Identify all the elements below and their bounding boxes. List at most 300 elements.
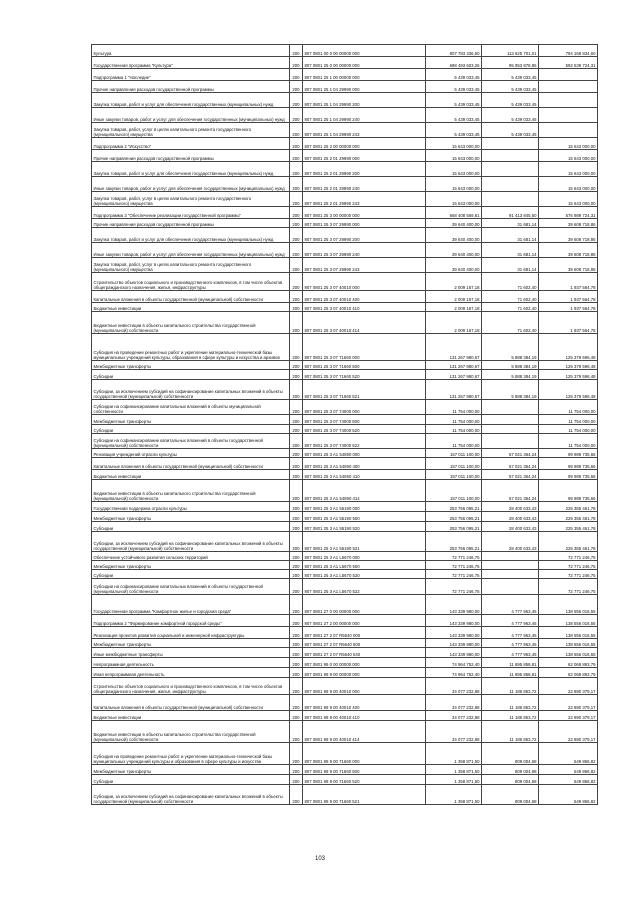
- table-row: [92, 192, 598, 207]
- table-row: [92, 207, 598, 219]
- cell-line-code: 200: [290, 522, 303, 532]
- table-row: [92, 228, 598, 243]
- cell-approved-amount: 157 011 100,00: [426, 470, 482, 480]
- cell-expense-name: Государственная поддержка отрасли культуры: [92, 502, 290, 512]
- cell-approved-amount: 2 009 167,18: [426, 291, 482, 303]
- cell-classification-code: 807 0801 25 3 A1 55190 521: [303, 532, 426, 552]
- cell-line-code: 200: [290, 512, 303, 522]
- cell-approved-amount: 72 771 246,75: [426, 570, 482, 579]
- cell-expense-name: Непрограммная деятельность: [92, 658, 290, 668]
- table-row: [92, 648, 598, 658]
- table-row: [92, 512, 598, 522]
- cell-classification-code: 807 0801 00 0 00 00000 000: [303, 45, 426, 57]
- cell-approved-amount: 2 009 167,18: [426, 273, 482, 291]
- table-row: [92, 380, 598, 400]
- table-row: [92, 150, 598, 162]
- cell-executed-amount: 31 681,14: [482, 219, 539, 228]
- cell-executed-amount: 809 004,68: [482, 765, 539, 775]
- table-row: [92, 678, 598, 695]
- cell-unexecuted-amount: 138 556 016,55: [539, 648, 598, 658]
- cell-executed-amount: 5 888 384,19: [482, 370, 539, 380]
- cell-executed-amount: 5 439 033,45: [482, 108, 539, 123]
- cell-line-code: 200: [290, 425, 303, 434]
- cell-line-code: 200: [290, 721, 303, 743]
- cell-approved-amount: 5 439 033,45: [426, 69, 482, 81]
- cell-expense-name: Закупка товаров, работ и услуг для обеспечения государственных (муниципальных) нужд: [92, 93, 290, 108]
- cell-executed-amount: [482, 138, 539, 150]
- cell-approved-amount: 72 771 246,75: [426, 552, 482, 561]
- cell-executed-amount: 57 021 364,24: [482, 480, 539, 502]
- cell-classification-code: 807 0801 25 3 07 29990 243: [303, 258, 426, 273]
- cell-classification-code: 807 0801 99 9 00 00000 000: [303, 668, 426, 678]
- cell-expense-name: Межбюджетные трансферты: [92, 415, 290, 425]
- cell-line-code: 200: [290, 228, 303, 243]
- cell-expense-name: Субсидии на софинансирование капитальных вложений в объекты государственной (муниципальной) собственности: [92, 434, 290, 449]
- cell-approved-amount: 72 771 246,75: [426, 579, 482, 595]
- cell-expense-name: Бюджетные инвестиции: [92, 470, 290, 480]
- cell-expense-name: Субсидии: [92, 570, 290, 579]
- cell-classification-code: 807 0801 25 3 07 74000 520: [303, 425, 426, 434]
- table-row: [92, 334, 598, 361]
- cell-unexecuted-amount: [539, 123, 598, 138]
- cell-approved-amount: 15 643 000,00: [426, 138, 482, 150]
- cell-unexecuted-amount: 549 866,82: [539, 743, 598, 765]
- cell-unexecuted-amount: 15 643 000,00: [539, 150, 598, 162]
- cell-expense-name: Межбюджетные трансферты: [92, 361, 290, 370]
- cell-executed-amount: 28 400 633,43: [482, 512, 539, 522]
- cell-line-code: 200: [290, 668, 303, 678]
- cell-expense-name: Строительство объектов социального и производственного комплексов, в том числе объектов общегражданского назначения, жилья, инфраструктуры: [92, 678, 290, 695]
- cell-executed-amount: 4 777 963,45: [482, 639, 539, 648]
- cell-unexecuted-amount: 125 379 596,48: [539, 334, 598, 361]
- cell-classification-code: 807 0801 25 3 A1 L5670 522: [303, 579, 426, 595]
- cell-unexecuted-amount: 99 989 735,66: [539, 480, 598, 502]
- cell-unexecuted-amount: 22 890 379,17: [539, 711, 598, 721]
- table-row: [92, 785, 598, 805]
- cell-executed-amount: 809 004,68: [482, 785, 539, 805]
- cell-executed-amount: 809 004,68: [482, 743, 539, 765]
- cell-approved-amount: 143 339 980,00: [426, 639, 482, 648]
- cell-approved-amount: 131 267 980,67: [426, 361, 482, 370]
- cell-expense-name: Субсидии: [92, 522, 290, 532]
- cell-approved-amount: 668 408 569,81: [426, 207, 482, 219]
- cell-executed-amount: 91 413 845,50: [482, 207, 539, 219]
- cell-executed-amount: [482, 425, 539, 434]
- table-row: [92, 502, 598, 512]
- cell-expense-name: Иные межбюджетные трансферты: [92, 648, 290, 658]
- table-row: [92, 552, 598, 561]
- cell-line-code: 200: [290, 123, 303, 138]
- table-row: [92, 415, 598, 425]
- cell-classification-code: 807 0801 25 2 01 29990 000: [303, 150, 426, 162]
- cell-expense-name: Закупка товаров, работ, услуг в целях капитального ремонта государственного (муниципального) имущества: [92, 123, 290, 138]
- cell-approved-amount: 1 358 871,50: [426, 785, 482, 805]
- cell-classification-code: 807 0801 25 1 00 00000 000: [303, 69, 426, 81]
- table-row: [92, 93, 598, 108]
- cell-approved-amount: 39 640 400,00: [426, 258, 482, 273]
- cell-executed-amount: 11 186 853,72: [482, 711, 539, 721]
- cell-unexecuted-amount: 39 608 718,86: [539, 219, 598, 228]
- cell-expense-name: Субсидия на проведение ремонтных работ и укрепление материально-технической базы муниципальных учреждений культуры и образования в сфере культуры и искусства: [92, 743, 290, 765]
- cell-expense-name: Подпрограмма 1 "Наследие": [92, 69, 290, 81]
- cell-unexecuted-amount: 138 556 016,55: [539, 639, 598, 648]
- cell-expense-name: Закупка товаров, работ и услуг для обеспечения государственных (муниципальных) нужд: [92, 228, 290, 243]
- cell-unexecuted-amount: 72 771 246,75: [539, 561, 598, 570]
- table-row: [92, 138, 598, 150]
- cell-executed-amount: 57 021 364,24: [482, 470, 539, 480]
- cell-executed-amount: [482, 150, 539, 162]
- cell-expense-name: Межбюджетные трансферты: [92, 512, 290, 522]
- cell-expense-name: Бюджетные инвестиции в объекты капитального строительства государственной (муниципальной) собственности: [92, 721, 290, 743]
- cell-unexecuted-amount: 225 355 461,78: [539, 502, 598, 512]
- cell-unexecuted-amount: 11 754 000,00: [539, 434, 598, 449]
- cell-unexecuted-amount: [539, 81, 598, 93]
- cell-unexecuted-amount: 11 754 000,00: [539, 400, 598, 415]
- cell-unexecuted-amount: 99 989 735,66: [539, 449, 598, 458]
- cell-unexecuted-amount: 225 355 461,78: [539, 522, 598, 532]
- cell-approved-amount: 74 964 752,40: [426, 658, 482, 668]
- cell-line-code: 200: [290, 561, 303, 570]
- cell-classification-code: 807 0801 25 1 04 29990 000: [303, 81, 426, 93]
- cell-line-code: 200: [290, 207, 303, 219]
- table-row: [92, 177, 598, 192]
- cell-classification-code: 807 0801 27 2 07 R5640 500: [303, 639, 426, 648]
- cell-classification-code: 807 0801 27 0 00 00000 000: [303, 595, 426, 615]
- table-row: [92, 162, 598, 177]
- cell-unexecuted-amount: 72 771 246,75: [539, 552, 598, 561]
- cell-classification-code: 807 0801 27 2 07 R5640 540: [303, 648, 426, 658]
- cell-executed-amount: 113 625 701,01: [482, 45, 539, 57]
- cell-line-code: 200: [290, 639, 303, 648]
- cell-executed-amount: [482, 561, 539, 570]
- cell-approved-amount: 39 640 400,00: [426, 243, 482, 258]
- cell-classification-code: 807 0801 25 3 07 40010 414: [303, 312, 426, 334]
- cell-approved-amount: 11 754 000,00: [426, 425, 482, 434]
- cell-expense-name: Культура: [92, 45, 290, 57]
- table-row: [92, 615, 598, 627]
- cell-expense-name: Субсидии: [92, 370, 290, 380]
- table-row: [92, 312, 598, 334]
- cell-classification-code: 807 0801 25 3 A1 L5670 520: [303, 570, 426, 579]
- cell-expense-name: Субсидии на софинансирование капитальных вложений в объекты государственной (муниципальной) собственности: [92, 579, 290, 595]
- cell-executed-amount: 71 602,40: [482, 312, 539, 334]
- table-row: [92, 123, 598, 138]
- budget-table: [91, 44, 598, 805]
- table-row: [92, 668, 598, 678]
- cell-classification-code: 807 0801 27 2 00 00000 000: [303, 615, 426, 627]
- cell-line-code: 200: [290, 615, 303, 627]
- cell-classification-code: 807 0801 25 3 A1 55190 000: [303, 502, 426, 512]
- cell-line-code: 200: [290, 765, 303, 775]
- cell-unexecuted-amount: 225 355 461,78: [539, 532, 598, 552]
- cell-unexecuted-amount: 794 168 834,60: [539, 45, 598, 57]
- cell-classification-code: 807 0801 25 3 07 74000 522: [303, 434, 426, 449]
- cell-line-code: 200: [290, 458, 303, 470]
- table-row: [92, 458, 598, 470]
- cell-line-code: 200: [290, 470, 303, 480]
- cell-line-code: 200: [290, 678, 303, 695]
- cell-line-code: 200: [290, 449, 303, 458]
- cell-expense-name: Подпрограмма 3 "Обеспечение реализации государственной программы": [92, 207, 290, 219]
- cell-executed-amount: [482, 415, 539, 425]
- cell-line-code: 200: [290, 480, 303, 502]
- cell-expense-name: Капитальные вложения в объекты государственной (муниципальной) собственности: [92, 291, 290, 303]
- budget-sheet: [91, 44, 597, 805]
- cell-expense-name: Подпрограмма 2 "Искусство": [92, 138, 290, 150]
- cell-executed-amount: 11 895 858,81: [482, 658, 539, 668]
- cell-approved-amount: 34 077 232,88: [426, 721, 482, 743]
- cell-line-code: 200: [290, 579, 303, 595]
- cell-line-code: 200: [290, 361, 303, 370]
- cell-approved-amount: 34 077 232,88: [426, 695, 482, 711]
- cell-unexecuted-amount: [539, 108, 598, 123]
- cell-line-code: 200: [290, 81, 303, 93]
- cell-approved-amount: 2 009 167,18: [426, 303, 482, 312]
- table-row: [92, 69, 598, 81]
- cell-line-code: 200: [290, 711, 303, 721]
- cell-expense-name: Субсидии: [92, 425, 290, 434]
- table-row: [92, 45, 598, 57]
- cell-approved-amount: 11 754 000,00: [426, 434, 482, 449]
- cell-executed-amount: [482, 552, 539, 561]
- cell-unexecuted-amount: 125 379 596,48: [539, 380, 598, 400]
- cell-approved-amount: 143 339 980,00: [426, 615, 482, 627]
- cell-expense-name: Реализация проектов развития социальной и инженерной инфраструктуры: [92, 627, 290, 639]
- cell-classification-code: 807 0801 99 9 00 40010 410: [303, 711, 426, 721]
- cell-approved-amount: 39 640 400,00: [426, 228, 482, 243]
- table-row: [92, 595, 598, 615]
- cell-unexecuted-amount: 39 608 718,86: [539, 228, 598, 243]
- cell-classification-code: 807 0801 27 2 07 R5640 000: [303, 627, 426, 639]
- cell-executed-amount: 71 602,40: [482, 273, 539, 291]
- cell-classification-code: 807 0801 25 3 A1 54590 400: [303, 458, 426, 470]
- cell-line-code: 200: [290, 45, 303, 57]
- cell-approved-amount: 5 439 033,45: [426, 93, 482, 108]
- cell-executed-amount: 28 400 633,43: [482, 532, 539, 552]
- cell-expense-name: Субсидии: [92, 775, 290, 785]
- cell-expense-name: Субсидия на проведение ремонтных работ и укрепление материально-технической базы муниципальных учреждений культуры, образования в сфере культуры и искусства и архивов: [92, 334, 290, 361]
- cell-approved-amount: 15 643 000,00: [426, 177, 482, 192]
- cell-executed-amount: [482, 192, 539, 207]
- cell-executed-amount: [482, 162, 539, 177]
- cell-classification-code: 807 0801 25 3 07 40010 400: [303, 291, 426, 303]
- cell-approved-amount: 34 077 232,88: [426, 678, 482, 695]
- cell-expense-name: Бюджетные инвестиции в объекты капитального строительства государственной (муниципальной) собственности: [92, 480, 290, 502]
- cell-line-code: 200: [290, 400, 303, 415]
- cell-approved-amount: 131 267 980,67: [426, 334, 482, 361]
- cell-line-code: 200: [290, 150, 303, 162]
- cell-executed-amount: 5 439 033,45: [482, 81, 539, 93]
- cell-unexecuted-amount: 15 643 000,00: [539, 177, 598, 192]
- cell-line-code: 200: [290, 108, 303, 123]
- cell-executed-amount: 5 439 033,45: [482, 93, 539, 108]
- cell-classification-code: 807 0801 99 9 00 71660 000: [303, 743, 426, 765]
- cell-expense-name: Субсидии, за исключением субсидий на софинансирование капитальных вложений в объекты государственной (муниципальной) собственности: [92, 785, 290, 805]
- cell-classification-code: 807 0801 25 3 07 71660 500: [303, 361, 426, 370]
- cell-approved-amount: 5 439 033,45: [426, 81, 482, 93]
- table-row: [92, 273, 598, 291]
- cell-line-code: 200: [290, 648, 303, 658]
- cell-expense-name: Прочие направления расходов государственной программы: [92, 81, 290, 93]
- table-row: [92, 532, 598, 552]
- cell-classification-code: 807 0801 25 1 04 29990 243: [303, 123, 426, 138]
- cell-executed-amount: 57 021 364,24: [482, 458, 539, 470]
- cell-classification-code: 807 0801 25 3 A1 54590 410: [303, 470, 426, 480]
- cell-line-code: 200: [290, 658, 303, 668]
- table-row: [92, 570, 598, 579]
- cell-unexecuted-amount: 22 890 379,17: [539, 695, 598, 711]
- cell-executed-amount: [482, 570, 539, 579]
- cell-classification-code: 807 0801 25 3 A1 54590 414: [303, 480, 426, 502]
- cell-unexecuted-amount: 99 989 735,66: [539, 458, 598, 470]
- cell-executed-amount: [482, 434, 539, 449]
- cell-unexecuted-amount: 62 068 893,79: [539, 658, 598, 668]
- table-row: [92, 219, 598, 228]
- cell-line-code: 200: [290, 334, 303, 361]
- cell-unexecuted-amount: 15 643 000,00: [539, 162, 598, 177]
- cell-expense-name: Бюджетные инвестиции: [92, 711, 290, 721]
- cell-line-code: 200: [290, 434, 303, 449]
- cell-approved-amount: 15 643 000,00: [426, 192, 482, 207]
- cell-executed-amount: 5 439 033,45: [482, 69, 539, 81]
- cell-classification-code: 807 0801 25 3 07 29990 240: [303, 243, 426, 258]
- cell-approved-amount: 5 439 033,45: [426, 123, 482, 138]
- cell-executed-amount: 11 186 853,72: [482, 695, 539, 711]
- page-number: 103: [314, 856, 325, 862]
- cell-classification-code: 807 0801 99 9 00 71660 521: [303, 785, 426, 805]
- cell-unexecuted-amount: 225 355 461,78: [539, 512, 598, 522]
- cell-unexecuted-amount: 592 539 724,31: [539, 57, 598, 69]
- table-row: [92, 579, 598, 595]
- budget-table-body: [92, 45, 598, 805]
- cell-approved-amount: 807 783 336,60: [426, 45, 482, 57]
- cell-classification-code: 807 0801 25 3 A1 L5670 500: [303, 561, 426, 570]
- cell-line-code: 200: [290, 627, 303, 639]
- cell-expense-name: Бюджетные инвестиции в объекты капитального строительства государственной (муниципальной) собственности: [92, 312, 290, 334]
- cell-classification-code: 807 0801 25 2 01 29990 200: [303, 162, 426, 177]
- cell-line-code: 200: [290, 415, 303, 425]
- cell-expense-name: Строительство объектов социального и производственного комплексов, в том числе объектов общегражданского назначения, жилья, инфраструктуры: [92, 273, 290, 291]
- cell-line-code: 200: [290, 532, 303, 552]
- cell-unexecuted-amount: 138 556 016,55: [539, 595, 598, 615]
- cell-classification-code: 807 0801 99 0 00 00000 000: [303, 658, 426, 668]
- cell-executed-amount: 11 895 858,81: [482, 668, 539, 678]
- table-row: [92, 480, 598, 502]
- cell-classification-code: 807 0801 99 9 00 40010 414: [303, 721, 426, 743]
- cell-executed-amount: 5 888 384,19: [482, 361, 539, 370]
- cell-unexecuted-amount: 39 608 718,86: [539, 243, 598, 258]
- cell-approved-amount: 688 493 603,26: [426, 57, 482, 69]
- cell-line-code: 200: [290, 291, 303, 303]
- table-row: [92, 775, 598, 785]
- cell-line-code: 200: [290, 162, 303, 177]
- cell-classification-code: 807 0801 25 3 07 71660 521: [303, 380, 426, 400]
- cell-approved-amount: 157 011 100,00: [426, 449, 482, 458]
- cell-line-code: 200: [290, 552, 303, 561]
- cell-expense-name: Закупка товаров, работ, услуг в целях капитального ремонта государственного (муниципального) имущества: [92, 258, 290, 273]
- cell-unexecuted-amount: 99 989 735,66: [539, 470, 598, 480]
- cell-expense-name: Прочие направления расходов государственной программы: [92, 219, 290, 228]
- cell-unexecuted-amount: [539, 69, 598, 81]
- cell-expense-name: Межбюджетные трансферты: [92, 561, 290, 570]
- table-row: [92, 658, 598, 668]
- cell-classification-code: 807 0801 25 3 07 40010 410: [303, 303, 426, 312]
- cell-approved-amount: 143 339 980,00: [426, 627, 482, 639]
- cell-classification-code: 807 0801 25 3 07 71660 000: [303, 334, 426, 361]
- table-row: [92, 57, 598, 69]
- cell-line-code: 200: [290, 695, 303, 711]
- cell-expense-name: Закупка товаров, работ и услуг для обеспечения государственных (муниципальных) нужд: [92, 162, 290, 177]
- cell-expense-name: Иные закупки товаров, работ и услуг для обеспечения государственных (муниципальных) нужд: [92, 177, 290, 192]
- cell-classification-code: 807 0801 25 3 A1 55190 500: [303, 512, 426, 522]
- cell-unexecuted-amount: 125 379 596,48: [539, 370, 598, 380]
- table-row: [92, 370, 598, 380]
- cell-line-code: 200: [290, 502, 303, 512]
- cell-unexecuted-amount: 1 937 564,78: [539, 303, 598, 312]
- table-row: [92, 695, 598, 711]
- cell-unexecuted-amount: 11 754 000,00: [539, 425, 598, 434]
- cell-unexecuted-amount: 1 937 564,78: [539, 273, 598, 291]
- cell-classification-code: 807 0801 99 9 00 71660 520: [303, 775, 426, 785]
- cell-approved-amount: 1 358 871,50: [426, 743, 482, 765]
- table-row: [92, 711, 598, 721]
- cell-classification-code: 807 0801 25 3 A1 L5670 000: [303, 552, 426, 561]
- table-row: [92, 765, 598, 775]
- cell-classification-code: 807 0801 25 0 00 00000 000: [303, 57, 426, 69]
- cell-executed-amount: 95 953 878,85: [482, 57, 539, 69]
- cell-unexecuted-amount: 22 890 379,17: [539, 721, 598, 743]
- cell-unexecuted-amount: 11 754 000,00: [539, 415, 598, 425]
- cell-expense-name: Субсидии, за исключением субсидий на софинансирование капитальных вложений в объекты государственной (муниципальной) собственности: [92, 380, 290, 400]
- table-row: [92, 81, 598, 93]
- cell-classification-code: 807 0801 25 2 00 00000 000: [303, 138, 426, 150]
- cell-expense-name: Закупка товаров, работ, услуг в целях капитального ремонта государственного (муниципального) имущества: [92, 192, 290, 207]
- cell-line-code: 200: [290, 192, 303, 207]
- cell-expense-name: Иные закупки товаров, работ и услуг для обеспечения государственных (муниципальных) нужд: [92, 243, 290, 258]
- cell-unexecuted-amount: 72 771 246,75: [539, 579, 598, 595]
- cell-classification-code: 807 0801 25 3 07 29990 200: [303, 228, 426, 243]
- cell-executed-amount: 809 004,68: [482, 775, 539, 785]
- cell-line-code: 200: [290, 303, 303, 312]
- cell-approved-amount: 253 756 095,21: [426, 502, 482, 512]
- cell-approved-amount: 1 358 871,50: [426, 775, 482, 785]
- cell-line-code: 200: [290, 219, 303, 228]
- cell-classification-code: 807 0801 25 3 07 29990 000: [303, 219, 426, 228]
- cell-unexecuted-amount: 138 556 016,55: [539, 627, 598, 639]
- cell-executed-amount: 4 777 963,45: [482, 615, 539, 627]
- table-row: [92, 258, 598, 273]
- cell-classification-code: 807 0801 99 9 00 71660 500: [303, 765, 426, 775]
- cell-classification-code: 807 0801 25 3 07 40010 000: [303, 273, 426, 291]
- table-row: [92, 743, 598, 765]
- cell-unexecuted-amount: 549 866,82: [539, 775, 598, 785]
- table-row: [92, 449, 598, 458]
- cell-approved-amount: 157 011 100,00: [426, 458, 482, 470]
- table-row: [92, 639, 598, 648]
- cell-line-code: 200: [290, 69, 303, 81]
- cell-executed-amount: 5 888 384,19: [482, 380, 539, 400]
- cell-approved-amount: 2 009 167,18: [426, 312, 482, 334]
- cell-expense-name: Иная непрограммная деятельность: [92, 668, 290, 678]
- cell-unexecuted-amount: 22 890 379,17: [539, 678, 598, 695]
- table-row: [92, 470, 598, 480]
- cell-unexecuted-amount: 39 608 718,86: [539, 258, 598, 273]
- cell-line-code: 200: [290, 785, 303, 805]
- cell-classification-code: 807 0801 25 2 01 29990 240: [303, 177, 426, 192]
- cell-expense-name: Капитальные вложения в объекты государственной (муниципальной) собственности: [92, 458, 290, 470]
- table-row: [92, 108, 598, 123]
- cell-unexecuted-amount: 549 866,82: [539, 785, 598, 805]
